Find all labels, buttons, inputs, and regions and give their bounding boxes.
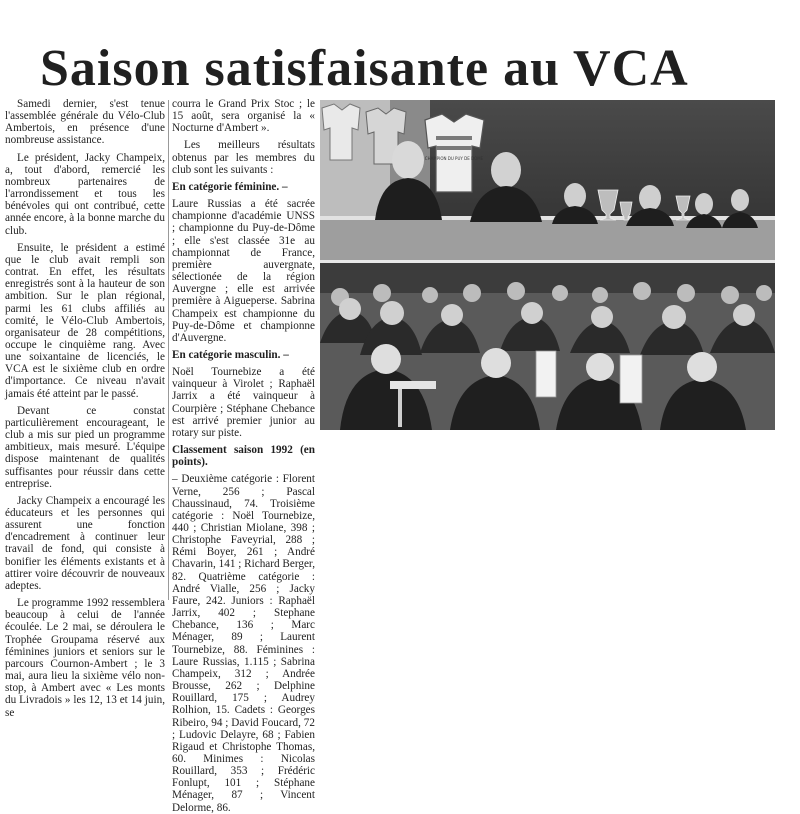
section-heading-masculine: En catégorie masculin. –	[172, 348, 289, 361]
section-heading-feminine: En catégorie féminine. –	[172, 180, 288, 193]
paragraph: Le programme 1992 ressemblera beaucoup à celui de l'année écoulée. Le 2 mai, se déroulera le Trophée Groupama réservé aux féminines juniors et seniors sur le parcours Cournon-Ambert ; le 3 mai, aura lieu la sixième vélo non-stop, à Ambert avec « Les monts du Livradois » les 12, 13 et 14 juin, se	[5, 597, 165, 719]
paragraph: Laure Russias a été sacrée championne d'académie UNSS ; championne du Puy-de-Dôme ; elle s'est classée 31e au championnat de France, première auvergnate, sélectionée de la région Auvergne ; elle est arrivée première à Aigueperse. Sabrina Champeix est championne du Puy-de-Dôme et championne d'Auvergne.	[172, 198, 315, 344]
paragraph: Devant ce constat particulièrement encourageant, le club a mis sur pied un programme ambitieux, mais mesuré. L'équipe dispose maintenant de qualités suffisantes pour réussir dans cette entreprise.	[5, 404, 165, 490]
paragraph: Noël Tournebize a été vainqueur à Virolet ; Raphaël Jarrix a été vainqueur à Courpière ; Stéphane Chebance est arrivé premier junior au rotary sur piste.	[172, 366, 315, 439]
article-photo	[320, 100, 775, 430]
paragraph: Jacky Champeix a encouragé les éducateurs et les personnes qui assurent une fonction d'encadrement à continuer leur travail de fond, qui consiste à bonifier les éléments existants et à attirer voire découvrir de nouveaux adeptes.	[5, 494, 165, 592]
paragraph: Samedi dernier, s'est tenue l'assemblée générale du Vélo-Club Ambertois, en présence d'une nombreuse assistance.	[5, 98, 165, 147]
paragraph: Ensuite, le président a estimé que le club avait rempli son contrat. En effet, les résultats enregistrés sont à la hauteur de son ambition. Sur le plan régional, parmi les 61 clubs affiliés au comité, le Vélo-Club Ambertois, organisateur de 28 compétitions, occupe le cinquième rang. Avec une soixantaine de licenciés, le VCA est le sixième club en ordre d'importance. Ce niveau n'avait jamais été atteint par le passé.	[5, 241, 165, 400]
paragraph: courra le Grand Prix Stoc ; le 15 août, sera organisé la « Nocturne d'Ambert ».	[172, 98, 315, 135]
paragraph: Les meilleurs résultats obtenus par les membres du club sont les suivants :	[172, 139, 315, 176]
column-divider	[168, 100, 169, 600]
photo-audience	[320, 263, 775, 430]
paragraph: Le président, Jacky Champeix, a, tout d'abord, remercié les nombreux partenaires de l'arrondissement et tous les bénévoles qui ont contribué, cette année encore, à la bonne marche du club.	[5, 151, 165, 237]
svg-text:CHAMPION DU PUY DE DOME: CHAMPION DU PUY DE DOME	[424, 156, 484, 161]
section-heading-classement: Classement saison 1992 (en points).	[172, 444, 315, 469]
article-column-2	[172, 98, 315, 814]
paragraph: – Deuxième catégorie : Florent Verne, 256 ; Pascal Chaussinaud, 74. Troisième catégorie : Noël Tournebize, 440 ; Christian Miolane, 398 ; Christophe Faveyrial, 288 ; Rémi Boyer, 261 ; André Chavarin, 141 ; Richard Berger, 82. Quatrième catégorie : André Vialle, 256 ; Jacky Faure, 242. Juniors : Raphaël Jarrix, 402 ; Stephane Chebance, 136 ; Marc Ménager, 89 ; Laurent Tournebize, 88. Féminines : Laure Russias, 1.115 ; Sabrina Champeix, 312 ; Andrée Brousse, 262 ; Delphine Rouillard, 175 ; Audrey Rolhion, 15. Cadets : Georges Ribeiro, 94 ; David Foucard, 72 ; Ludovic Delayre, 68 ; Fabien Rigaud et Christophe Thomas, 60. Minimes : Nicolas Rouillard, 353 ; Frédéric Fonlupt, 101 ; Stéphane Ménager, 87 ; Vincent Delorme, 86.	[172, 473, 315, 814]
article-headline: Saison satisfaisante au VCA	[40, 40, 689, 97]
photo-officials-table	[320, 100, 775, 260]
article-column-1	[5, 98, 165, 719]
